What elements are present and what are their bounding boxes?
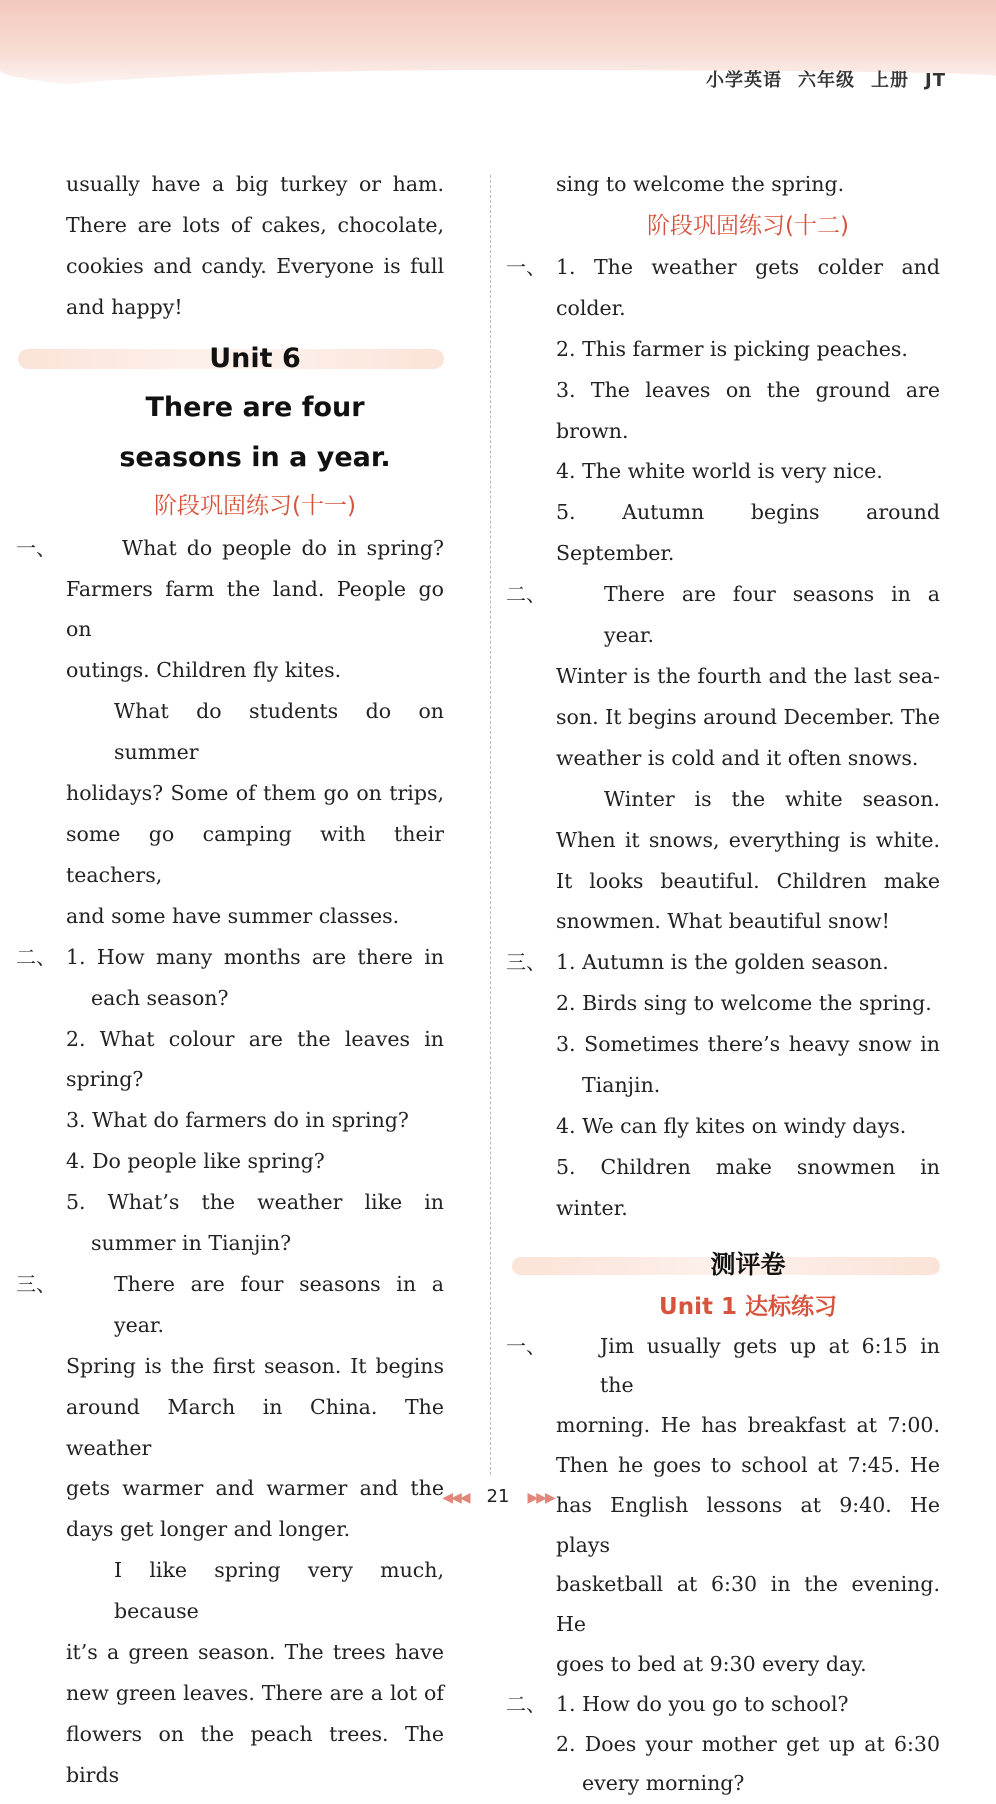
answer-line: 4. We can fly kites on windy days. — [556, 1113, 907, 1138]
text-line: It looks beautiful. Children make — [556, 868, 940, 893]
text-line: morning. He has breakfast at 7:00. — [556, 1413, 940, 1438]
intro-line: sing to welcome the spring. — [556, 172, 845, 196]
next-arrows-icon: ▶▶▶ — [527, 1490, 554, 1506]
intro-line: usually have a big turkey or ham. — [66, 172, 444, 196]
part-marker: 一、 — [506, 254, 546, 279]
part-one — [16, 528, 444, 937]
part-three — [16, 1264, 444, 1796]
answer-line: 2. Birds sing to welcome the spring. — [556, 991, 932, 1016]
answer-line: 1. Autumn is the golden season. — [556, 950, 889, 975]
part-two — [16, 937, 444, 1264]
intro-line: and happy! — [66, 294, 183, 319]
answer-line: 5. Autumn begins around September. — [556, 500, 940, 566]
volume-label: 上册 — [871, 70, 910, 91]
part-two — [506, 574, 940, 942]
text-line: and some have summer classes. — [66, 903, 400, 928]
part-five — [506, 1685, 940, 1804]
left-column — [16, 164, 444, 1796]
text-line: Then he goes to school at 7:45. He — [556, 1453, 940, 1478]
question-line: 3. What do farmers do in spring? — [66, 1108, 409, 1133]
unit-one-title: Unit 1 达标练习 — [659, 1293, 837, 1320]
question-line: 1. How do you go to school? — [556, 1691, 849, 1716]
text-line: Jim usually gets up at 6:15 in the — [600, 1333, 940, 1398]
book-info-header — [690, 66, 946, 92]
evaluation-title: 测评卷 — [556, 1243, 940, 1287]
text-line: There are four seasons in a year. — [604, 582, 940, 648]
question-line: 5. What’s the weather like in — [66, 1190, 444, 1215]
part-marker: 三、 — [506, 950, 546, 975]
unit-heading — [66, 334, 444, 383]
section-title: 阶段巩固练习(十一) — [154, 492, 356, 519]
text-line: days get longer and longer. — [66, 1517, 351, 1542]
subject-label: 小学英语 — [706, 70, 783, 91]
text-line: holidays? Some of them go on trips, — [66, 781, 444, 806]
question-line: 1. How many months are there in — [66, 944, 444, 969]
unit-title-line: There are four — [145, 391, 365, 423]
answer-line: 3. Sometimes there’s heavy snow in — [556, 1032, 940, 1057]
answer-line: Tianjin. — [582, 1073, 661, 1098]
text-line: Winter is the fourth and the last sea- — [556, 663, 940, 688]
answer-line: 1. The weather gets colder and colder. — [556, 254, 940, 320]
question-line: every morning? — [582, 1771, 745, 1796]
page-footer — [0, 1486, 996, 1507]
part-marker: 二、 — [16, 944, 56, 969]
text-line: I like spring very much, because — [114, 1558, 444, 1624]
column-divider — [490, 175, 491, 1475]
question-line: 2. Does your mother get up at 6:30 — [556, 1731, 940, 1756]
grade-label: 六年级 — [798, 70, 856, 91]
text-line: has English lessons at 9:40. He plays — [556, 1492, 940, 1557]
text-line: snowmen. What beautiful snow! — [556, 909, 890, 934]
part-marker: 三、 — [16, 1271, 56, 1296]
section-title: 阶段巩固练习(十二) — [647, 212, 849, 239]
text-line: weather is cold and it often snows. — [556, 745, 919, 770]
intro-line: There are lots of cakes, chocolate, — [66, 212, 444, 237]
text-line: Winter is the white season. — [604, 786, 940, 811]
text-line: Farmers farm the land. People go on — [66, 576, 444, 642]
intro-line: cookies and candy. Everyone is full — [66, 253, 444, 278]
part-marker: 一、 — [16, 535, 56, 560]
unit-label: Unit 6 — [209, 342, 301, 374]
text-line: goes to bed at 9:30 every day. — [556, 1652, 867, 1677]
question-line: each season? — [91, 985, 229, 1010]
right-column — [506, 164, 940, 1804]
page-number: 21 — [486, 1486, 510, 1507]
question-line: 2. What colour are the leaves in spring? — [66, 1026, 444, 1092]
answer-line: 4. The white world is very nice. — [556, 459, 883, 484]
answer-line: 2. This farmer is picking peaches. — [556, 336, 908, 361]
text-line: new green leaves. There are a lot of — [66, 1681, 444, 1705]
text-line: What do students do on summer — [114, 699, 444, 765]
answer-line: 3. The leaves on the ground are brown. — [556, 377, 940, 443]
text-line: son. It begins around December. The — [556, 704, 940, 729]
unit-title-line: seasons in a year. — [119, 441, 391, 473]
text-line: flowers on the peach trees. The birds — [66, 1721, 444, 1787]
question-line: summer in Tianjin? — [91, 1231, 292, 1256]
prev-arrows-icon: ◀◀◀ — [442, 1490, 469, 1506]
text-line: it’s a green season. The trees have — [66, 1640, 444, 1665]
answer-line: 5. Children make snowmen in winter. — [556, 1154, 940, 1220]
text-line: some go camping with their teachers, — [66, 821, 444, 887]
text-line: outings. Children fly kites. — [66, 658, 342, 683]
part-marker: 二、 — [506, 582, 546, 607]
text-line: There are four seasons in a year. — [114, 1271, 444, 1337]
text-line: What do people do in spring? — [122, 535, 444, 560]
question-line: 4. Do people like spring? — [66, 1149, 325, 1174]
text-line: gets warmer and warmer and the — [66, 1476, 444, 1501]
part-marker: 一、 — [506, 1333, 546, 1358]
part-one — [506, 247, 940, 574]
text-line: around March in China. The weather — [66, 1394, 444, 1460]
text-line: When it snows, everything is white. — [556, 827, 940, 852]
edition-label: JT — [925, 70, 946, 91]
part-marker: 二、 — [506, 1691, 546, 1716]
text-line: Spring is the first season. It begins — [66, 1353, 444, 1378]
text-line: basketball at 6:30 in the evening. He — [556, 1572, 940, 1637]
part-three — [506, 942, 940, 1228]
